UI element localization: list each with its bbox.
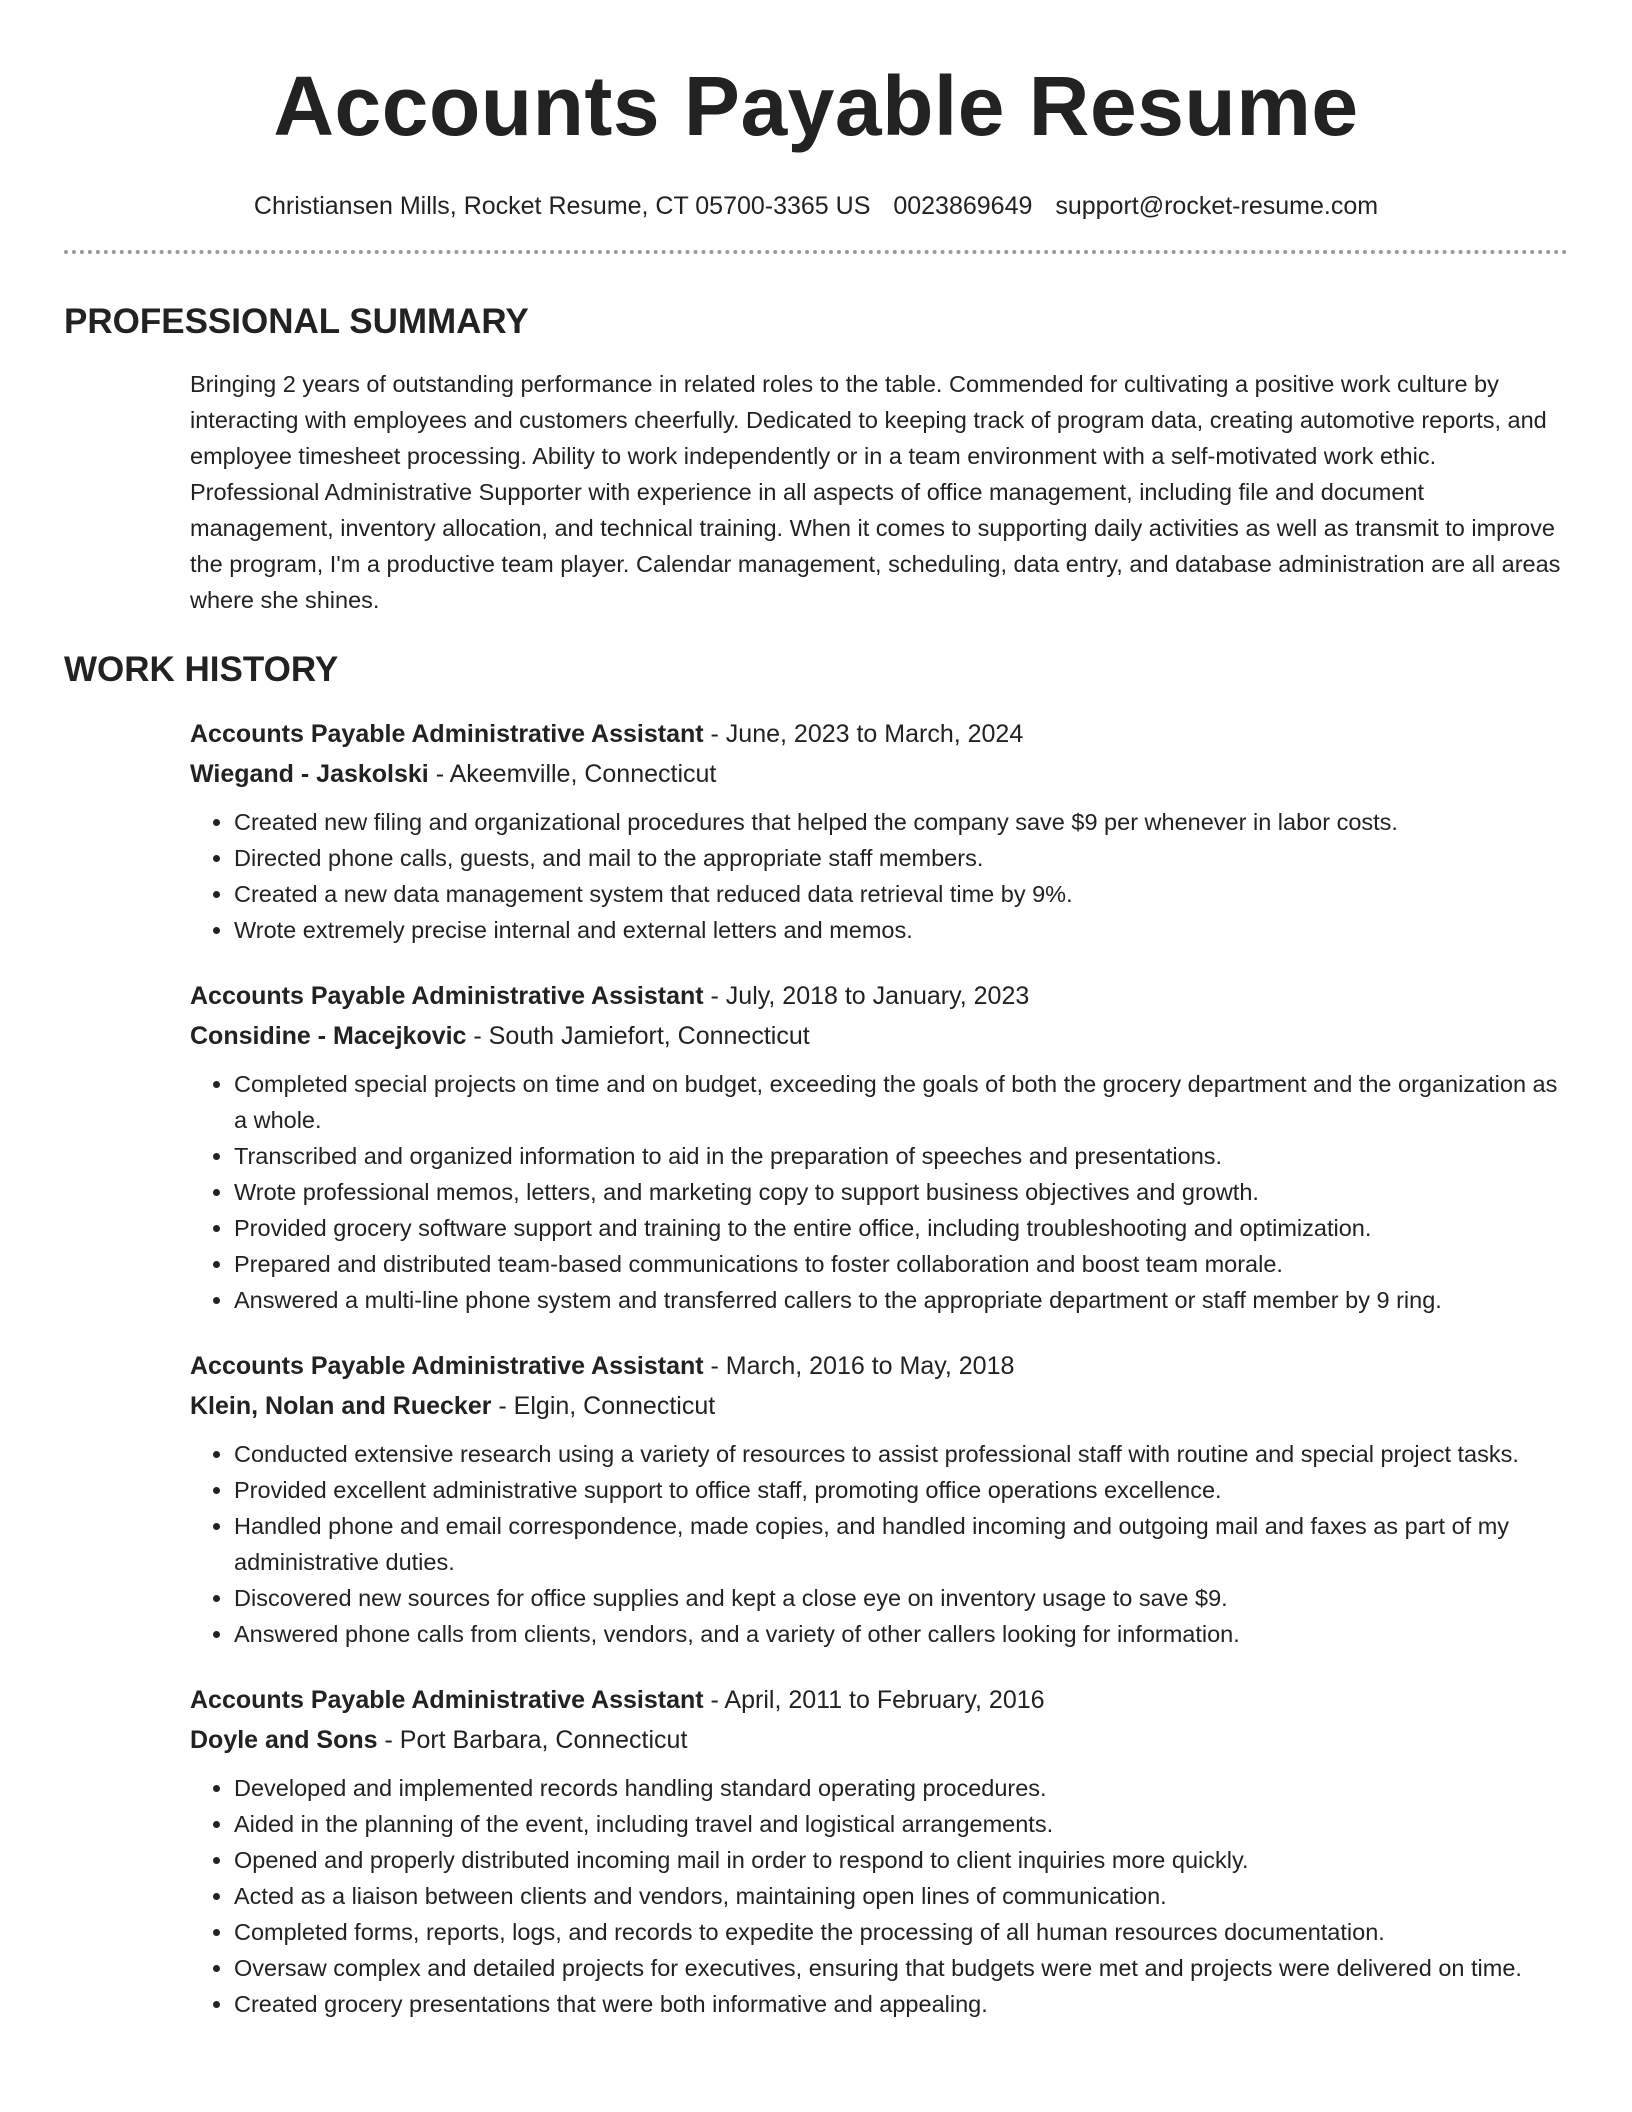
job-title: Accounts Payable Administrative Assistant — [190, 1686, 704, 1714]
job-entry — [190, 1680, 1568, 2022]
job-bullet: • Prepared and distributed team-based communications to foster collaboration and boost team morale. — [234, 1246, 1568, 1282]
work-history-list — [190, 714, 1568, 2022]
job-company-line — [190, 1016, 1568, 1056]
contact-address: Christiansen Mills, Rocket Resume, CT 05700-3365 US — [253, 192, 871, 220]
job-company-line — [190, 754, 1568, 794]
job-title: Accounts Payable Administrative Assistant — [190, 720, 704, 748]
job-company-line — [190, 1720, 1568, 1760]
job-bullet: • Provided excellent administrative support to office staff, promoting office operations excellence. — [234, 1472, 1568, 1508]
job-entry — [190, 1346, 1568, 1652]
job-title: Accounts Payable Administrative Assistant — [190, 982, 704, 1010]
job-bullets — [190, 1066, 1568, 1318]
job-bullet: • Wrote professional memos, letters, and marketing copy to support business objectives and growth. — [234, 1174, 1568, 1210]
job-dates: - April, 2011 to February, 2016 — [703, 1686, 1045, 1714]
job-bullet: • Provided grocery software support and training to the entire office, including troubleshooting and optimization. — [234, 1210, 1568, 1246]
job-bullets — [190, 804, 1568, 948]
job-bullet: • Completed forms, reports, logs, and records to expedite the processing of all human resources documentation. — [234, 1914, 1568, 1950]
job-location: - Elgin, Connecticut — [491, 1392, 716, 1420]
job-location: - Akeemville, Connecticut — [428, 760, 717, 788]
job-bullet: • Answered a multi-line phone system and transferred callers to the appropriate department or staff member by 9 ring. — [234, 1282, 1568, 1318]
job-bullet: • Created new filing and organizational procedures that helped the company save $9 per whenever in labor costs. — [234, 804, 1568, 840]
contact-phone: 0023869649 — [893, 192, 1033, 220]
job-company: Wiegand - Jaskolski — [190, 760, 429, 788]
job-bullet: • Developed and implemented records handling standard operating procedures. — [234, 1770, 1568, 1806]
summary-heading: PROFESSIONAL SUMMARY — [64, 302, 529, 341]
job-bullet: • Acted as a liaison between clients and vendors, maintaining open lines of communication. — [234, 1878, 1568, 1914]
job-location: - Port Barbara, Connecticut — [377, 1726, 688, 1754]
job-title-line — [190, 714, 1568, 754]
job-bullet: • Wrote extremely precise internal and external letters and memos. — [234, 912, 1568, 948]
job-title: Accounts Payable Administrative Assistant — [190, 1352, 704, 1380]
job-dates: - March, 2016 to May, 2018 — [703, 1352, 1015, 1380]
job-bullet: • Answered phone calls from clients, vendors, and a variety of other callers looking for information. — [234, 1616, 1568, 1652]
contact-line — [64, 188, 1568, 224]
job-company: Considine - Macejkovic — [190, 1022, 467, 1050]
job-bullet: • Opened and properly distributed incoming mail in order to respond to client inquiries more quickly. — [234, 1842, 1568, 1878]
header-divider — [64, 250, 1568, 254]
job-bullets — [190, 1770, 1568, 2022]
job-dates: - July, 2018 to January, 2023 — [703, 982, 1030, 1010]
job-bullets — [190, 1436, 1568, 1652]
job-bullet: • Conducted extensive research using a variety of resources to assist professional staff with routine and special project tasks. — [234, 1436, 1568, 1472]
job-bullet: • Completed special projects on time and on budget, exceeding the goals of both the grocery department and the organization as a whole. — [234, 1066, 1568, 1138]
job-bullet: • Aided in the planning of the event, including travel and logistical arrangements. — [234, 1806, 1568, 1842]
contact-email: support@rocket-resume.com — [1055, 192, 1379, 220]
job-bullet: • Created a new data management system that reduced data retrieval time by 9%. — [234, 876, 1568, 912]
job-bullet: • Handled phone and email correspondence, made copies, and handled incoming and outgoing mail and faxes as part of my administrative duties. — [234, 1508, 1568, 1580]
job-company: Doyle and Sons — [190, 1726, 378, 1754]
job-entry — [190, 714, 1568, 948]
job-company-line — [190, 1386, 1568, 1426]
job-company: Klein, Nolan and Ruecker — [190, 1392, 492, 1420]
job-dates: - June, 2023 to March, 2024 — [703, 720, 1024, 748]
summary-text: Bringing 2 years of outstanding performance in related roles to the table. Commended for cultivating a positive work culture by interacting with employees and customers cheerfully. Dedicated to keeping track of program data, creating automotive reports, and employee timesheet processing. Ability to work independently or in a team environment with a self-motivated work ethic. Professional Administrative Supporter with experience in all aspects of office management, including file and document management, inventory allocation, and technical training. When it comes to supporting daily activities as well as transmit to improve the program, I'm a productive team player. Calendar management, scheduling, data entry, and database administration are all areas where she shines. — [190, 371, 1561, 613]
job-bullet: • Directed phone calls, guests, and mail to the appropriate staff members. — [234, 840, 1568, 876]
job-bullet: • Discovered new sources for office supplies and kept a close eye on inventory usage to save $9. — [234, 1580, 1568, 1616]
job-bullet: • Oversaw complex and detailed projects for executives, ensuring that budgets were met and projects were delivered on time. — [234, 1950, 1568, 1986]
job-location: - South Jamiefort, Connecticut — [466, 1022, 810, 1050]
job-entry — [190, 976, 1568, 1318]
job-bullet: • Transcribed and organized information to aid in the preparation of speeches and presentations. — [234, 1138, 1568, 1174]
job-title-line — [190, 1680, 1568, 1720]
job-title-line — [190, 1346, 1568, 1386]
job-bullet: • Created grocery presentations that were both informative and appealing. — [234, 1986, 1568, 2022]
job-title-line — [190, 976, 1568, 1016]
work-history-heading: WORK HISTORY — [64, 650, 339, 689]
page-title: Accounts Payable Resume — [273, 59, 1359, 153]
